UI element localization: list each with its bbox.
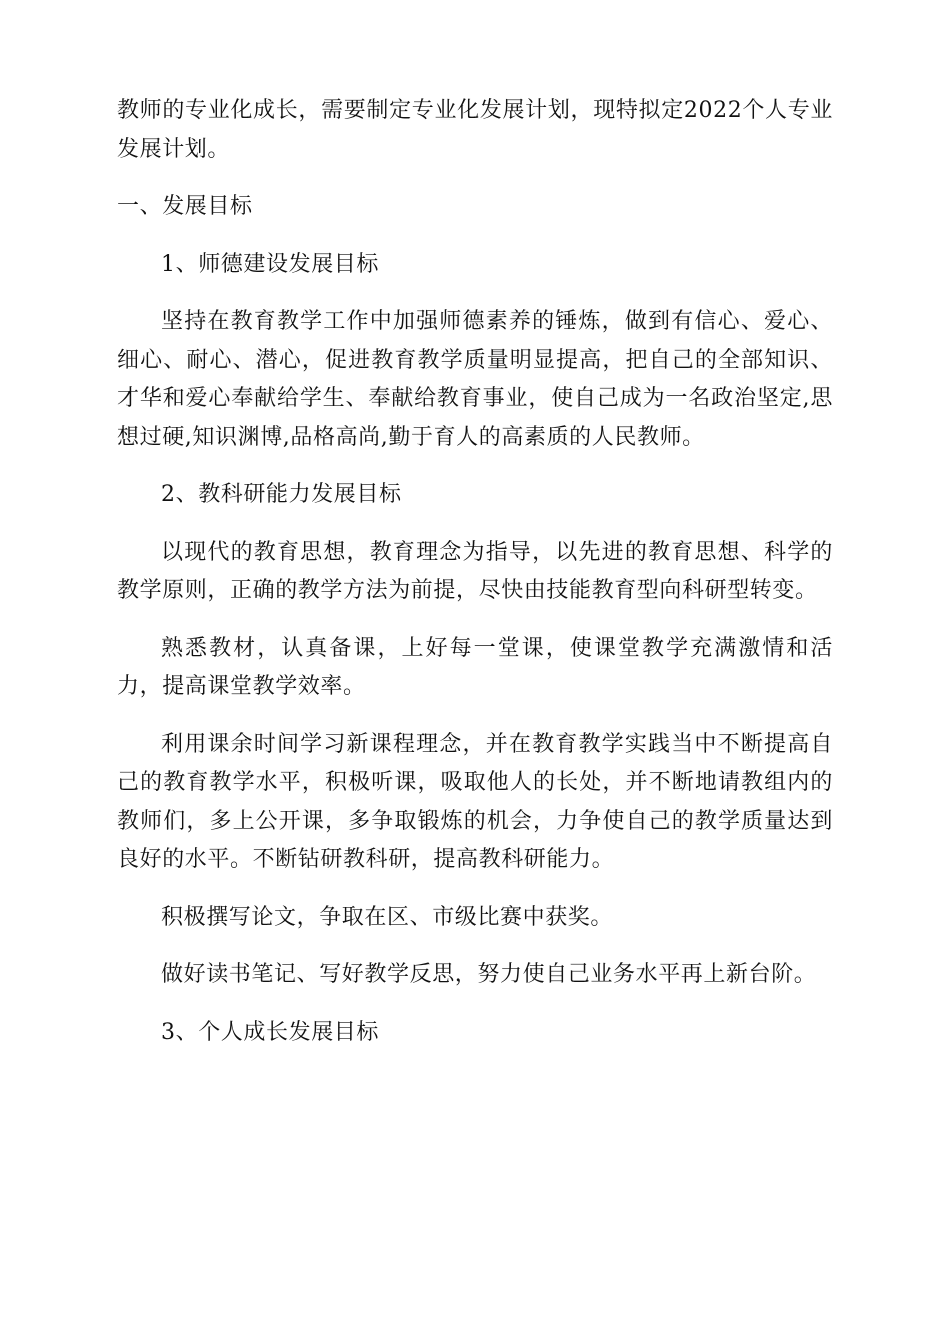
subheading-ethics: 1、师德建设发展目标: [161, 251, 379, 277]
research-paragraph-3: 利用课余时间学习新课程理念，并在教育教学实践当中不断提高自己的教育教学水平，积极听课，吸取他人的长处，并不断地请教组内的教师们，多上公开课，多争取锻炼的机会，力争使自己的教学质量达到良好的水平。不断钻研教科研，提高教科研能力。: [117, 731, 833, 872]
subheading-growth: 3、个人成长发展目标: [161, 1019, 379, 1045]
ethics-paragraph: 坚持在教育教学工作中加强师德素养的锤炼，做到有信心、爱心、细心、耐心、潜心，促进教育教学质量明显提高，把自己的全部知识、才华和爱心奉献给学生、奉献给教育事业，使自己成为一名政治坚定,思想过硬,知识渊博,品格高尚,勤于育人的高素质的人民教师。: [117, 309, 833, 450]
subheading-research: 2、教科研能力发展目标: [161, 482, 402, 507]
research-paragraph-2: 熟悉教材，认真备课，上好每一堂课，使课堂教学充满激情和活力，提高课堂教学效率。: [117, 635, 833, 699]
section-heading-goals: 一、发展目标: [117, 194, 253, 219]
research-paragraph-5: 做好读书笔记、写好教学反思，努力使自己业务水平再上新台阶。: [161, 962, 817, 987]
document-page: [117, 92, 833, 1052]
research-paragraph-1: 以现代的教育思想，教育理念为指导，以先进的教育思想、科学的教学原则，正确的教学方法为前提，尽快由技能教育型向科研型转变。: [117, 539, 833, 603]
intro-paragraph: 教师的专业化成长，需要制定专业化发展计划，现特拟定2022个人专业发展计划。: [117, 98, 833, 162]
research-paragraph-4: 积极撰写论文，争取在区、市级比赛中获奖。: [161, 904, 614, 930]
